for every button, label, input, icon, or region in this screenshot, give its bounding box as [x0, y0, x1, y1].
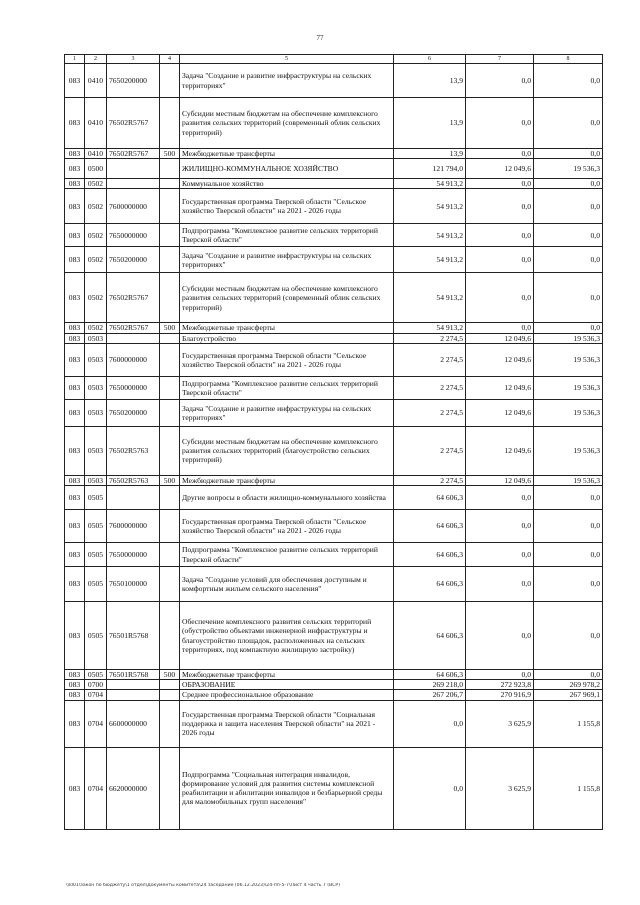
header-cell: 3 [107, 55, 160, 64]
cell-gov-code: 083 [65, 543, 85, 567]
cell-amount-col8: 19 536,3 [534, 159, 603, 179]
cell-amount-col8: 0,0 [534, 486, 603, 510]
cell-amount-col7: 270 916,9 [466, 690, 534, 700]
cell-amount-col8: 0,0 [534, 64, 603, 98]
cell-section-code: 0505 [85, 510, 107, 543]
cell-section-code: 0505 [85, 670, 107, 680]
cell-amount-col8: 19 536,3 [534, 343, 603, 376]
cell-description: Другие вопросы в области жилищно-коммунального хозяйства [180, 486, 394, 510]
cell-section-code: 0503 [85, 333, 107, 343]
cell-section-code: 0502 [85, 247, 107, 273]
cell-target-code: 76502R5767 [107, 273, 160, 323]
cell-amount-col6: 64 606,3 [394, 510, 466, 543]
cell-amount-col8: 19 536,3 [534, 376, 603, 399]
cell-gov-code: 083 [65, 680, 85, 690]
cell-gov-code: 083 [65, 399, 85, 426]
cell-expense-type: 500 [160, 475, 180, 485]
header-cell: 4 [160, 55, 180, 64]
cell-gov-code: 083 [65, 323, 85, 333]
table-row [65, 323, 603, 333]
cell-gov-code: 083 [65, 98, 85, 149]
cell-expense-type [160, 426, 180, 475]
cell-expense-type [160, 224, 180, 247]
cell-expense-type [160, 543, 180, 567]
cell-target-code: 7600000000 [107, 189, 160, 224]
table-row [65, 567, 603, 602]
cell-amount-col8: 0,0 [534, 247, 603, 273]
cell-gov-code: 083 [65, 747, 85, 829]
cell-expense-type [160, 680, 180, 690]
cell-amount-col6: 54 913,2 [394, 179, 466, 189]
cell-amount-col7: 12 049,6 [466, 159, 534, 179]
cell-amount-col8: 269 978,2 [534, 680, 603, 690]
cell-amount-col8: 0,0 [534, 273, 603, 323]
cell-amount-col8: 0,0 [534, 224, 603, 247]
cell-target-code [107, 690, 160, 700]
cell-gov-code: 083 [65, 64, 85, 98]
cell-amount-col6: 13,9 [394, 64, 466, 98]
cell-target-code [107, 333, 160, 343]
cell-expense-type: 500 [160, 670, 180, 680]
cell-target-code: 76502R5763 [107, 475, 160, 485]
cell-amount-col7: 0,0 [466, 273, 534, 323]
cell-section-code: 0503 [85, 399, 107, 426]
cell-expense-type: 500 [160, 149, 180, 159]
cell-expense-type [160, 399, 180, 426]
cell-section-code: 0410 [85, 149, 107, 159]
table-row [65, 399, 603, 426]
table-row [65, 486, 603, 510]
cell-description: ЖИЛИЩНО-КОММУНАЛЬНОЕ ХОЗЯЙСТВО [180, 159, 394, 179]
table-row [65, 475, 603, 485]
cell-section-code: 0502 [85, 224, 107, 247]
cell-amount-col6: 0,0 [394, 747, 466, 829]
cell-section-code: 0502 [85, 179, 107, 189]
cell-amount-col6: 64 606,3 [394, 543, 466, 567]
table-row [65, 224, 603, 247]
table-row [65, 690, 603, 700]
cell-amount-col6: 54 913,2 [394, 224, 466, 247]
cell-amount-col8: 19 536,3 [534, 333, 603, 343]
cell-amount-col6: 2 274,5 [394, 399, 466, 426]
cell-section-code: 0700 [85, 680, 107, 690]
cell-amount-col6: 267 206,7 [394, 690, 466, 700]
cell-target-code [107, 486, 160, 510]
table-row [65, 543, 603, 567]
cell-amount-col6: 64 606,3 [394, 670, 466, 680]
cell-section-code: 0502 [85, 323, 107, 333]
cell-amount-col7: 0,0 [466, 224, 534, 247]
cell-amount-col7: 0,0 [466, 247, 534, 273]
table-row [65, 179, 603, 189]
cell-amount-col8: 0,0 [534, 670, 603, 680]
cell-expense-type [160, 567, 180, 602]
cell-amount-col6: 13,9 [394, 149, 466, 159]
cell-gov-code: 083 [65, 475, 85, 485]
cell-amount-col7: 0,0 [466, 567, 534, 602]
cell-amount-col7: 0,0 [466, 510, 534, 543]
table-row [65, 333, 603, 343]
cell-gov-code: 083 [65, 149, 85, 159]
cell-expense-type: 500 [160, 323, 180, 333]
cell-expense-type [160, 747, 180, 829]
cell-gov-code: 083 [65, 273, 85, 323]
cell-gov-code: 083 [65, 690, 85, 700]
cell-amount-col6: 64 606,3 [394, 602, 466, 670]
cell-gov-code: 083 [65, 700, 85, 747]
cell-target-code: 7650000000 [107, 543, 160, 567]
cell-section-code: 0500 [85, 159, 107, 179]
cell-description: Задача "Создание и развитие инфраструктуры на сельских территориях" [180, 247, 394, 273]
table-row [65, 98, 603, 149]
cell-amount-col6: 2 274,5 [394, 343, 466, 376]
cell-section-code: 0502 [85, 189, 107, 224]
cell-expense-type [160, 343, 180, 376]
cell-expense-type [160, 602, 180, 670]
cell-amount-col6: 2 274,5 [394, 376, 466, 399]
cell-expense-type [160, 486, 180, 510]
cell-amount-col7: 0,0 [466, 64, 534, 98]
cell-section-code: 0505 [85, 602, 107, 670]
table-row [65, 747, 603, 829]
cell-amount-col7: 3 625,9 [466, 700, 534, 747]
cell-description: Государственная программа Тверской области "Сельское хозяйство Тверской области" на 2021 - 2026 годы [180, 343, 394, 376]
cell-description: Государственная программа Тверской области "Сельское хозяйство Тверской области" на 2021 - 2026 годы [180, 510, 394, 543]
cell-target-code: 7650100000 [107, 567, 160, 602]
cell-gov-code: 083 [65, 426, 85, 475]
cell-amount-col8: 19 536,3 [534, 426, 603, 475]
cell-section-code: 0704 [85, 690, 107, 700]
cell-amount-col7: 272 923,8 [466, 680, 534, 690]
cell-amount-col7: 12 049,6 [466, 333, 534, 343]
cell-amount-col7: 0,0 [466, 543, 534, 567]
cell-section-code: 0410 [85, 98, 107, 149]
cell-gov-code: 083 [65, 376, 85, 399]
cell-amount-col6: 54 913,2 [394, 247, 466, 273]
cell-amount-col6: 121 794,0 [394, 159, 466, 179]
cell-amount-col6: 0,0 [394, 700, 466, 747]
table-row [65, 189, 603, 224]
header-cell: 2 [85, 55, 107, 64]
cell-description: Субсидии местным бюджетам на обеспечение комплексного развития сельских территорий (современный облик сельских территорий) [180, 273, 394, 323]
cell-expense-type [160, 98, 180, 149]
cell-expense-type [160, 376, 180, 399]
cell-gov-code: 083 [65, 602, 85, 670]
header-row [65, 55, 603, 64]
cell-section-code: 0704 [85, 700, 107, 747]
cell-target-code: 76502R5767 [107, 98, 160, 149]
cell-description: Подпрограмма "Социальная интеграция инвалидов, формирование условий для развития системы комплексной реабилитации и абилитации инвалидов и безбарьерной среды для маломобильных групп населения" [180, 747, 394, 829]
cell-gov-code: 083 [65, 247, 85, 273]
table-row [65, 247, 603, 273]
cell-amount-col7: 0,0 [466, 670, 534, 680]
table-row [65, 159, 603, 179]
cell-amount-col8: 0,0 [534, 567, 603, 602]
table-row [65, 602, 603, 670]
cell-description: Межбюджетные трансферты [180, 475, 394, 485]
table-row [65, 343, 603, 376]
cell-expense-type [160, 159, 180, 179]
cell-gov-code: 083 [65, 189, 85, 224]
cell-amount-col7: 12 049,6 [466, 426, 534, 475]
cell-amount-col8: 19 536,3 [534, 475, 603, 485]
cell-amount-col7: 3 625,9 [466, 747, 534, 829]
cell-amount-col8: 0,0 [534, 602, 603, 670]
cell-description: ОБРАЗОВАНИЕ [180, 680, 394, 690]
cell-amount-col6: 54 913,2 [394, 273, 466, 323]
table-row [65, 670, 603, 680]
cell-amount-col8: 19 536,3 [534, 399, 603, 426]
table-row [65, 273, 603, 323]
cell-target-code: 6600000000 [107, 700, 160, 747]
cell-amount-col8: 0,0 [534, 543, 603, 567]
cell-amount-col7: 0,0 [466, 179, 534, 189]
cell-target-code: 7650000000 [107, 224, 160, 247]
table-row [65, 64, 603, 98]
cell-amount-col6: 64 606,3 [394, 486, 466, 510]
cell-target-code: 76502R5767 [107, 323, 160, 333]
cell-target-code: 76502R5767 [107, 149, 160, 159]
cell-section-code: 0505 [85, 543, 107, 567]
cell-target-code: 7600000000 [107, 343, 160, 376]
cell-section-code: 0503 [85, 475, 107, 485]
cell-section-code: 0503 [85, 426, 107, 475]
cell-description: Обеспечение комплексного развития сельских территорий (обустройство объектами инженерной инфраструктуры и благоустройство площадок, расположенных на сельских территориях, под компактную жилищную застройку) [180, 602, 394, 670]
cell-description: Благоустройство [180, 333, 394, 343]
cell-amount-col8: 0,0 [534, 189, 603, 224]
cell-amount-col7: 0,0 [466, 486, 534, 510]
header-cell: 1 [65, 55, 85, 64]
cell-section-code: 0410 [85, 64, 107, 98]
cell-section-code: 0503 [85, 376, 107, 399]
cell-description: Подпрограмма "Комплексное развитие сельских территорий Тверской области" [180, 224, 394, 247]
cell-description: Коммунальное хозяйство [180, 179, 394, 189]
cell-amount-col8: 267 969,1 [534, 690, 603, 700]
cell-amount-col7: 12 049,6 [466, 343, 534, 376]
cell-amount-col6: 2 274,5 [394, 333, 466, 343]
cell-amount-col7: 12 049,6 [466, 399, 534, 426]
cell-target-code: 76501R5768 [107, 670, 160, 680]
header-cell: 5 [180, 55, 394, 64]
cell-section-code: 0503 [85, 343, 107, 376]
cell-description: Межбюджетные трансферты [180, 149, 394, 159]
cell-target-code [107, 179, 160, 189]
cell-amount-col8: 0,0 [534, 510, 603, 543]
cell-amount-col6: 64 606,3 [394, 567, 466, 602]
cell-target-code [107, 680, 160, 690]
cell-description: Межбюджетные трансферты [180, 670, 394, 680]
cell-target-code: 7650000000 [107, 376, 160, 399]
header-cell: 6 [394, 55, 466, 64]
cell-amount-col7: 0,0 [466, 98, 534, 149]
cell-gov-code: 083 [65, 486, 85, 510]
cell-expense-type [160, 700, 180, 747]
table-row [65, 700, 603, 747]
cell-description: Среднее профессиональное образование [180, 690, 394, 700]
cell-amount-col8: 0,0 [534, 323, 603, 333]
table-row [65, 149, 603, 159]
cell-gov-code: 083 [65, 510, 85, 543]
cell-description: Государственная программа Тверской области "Сельское хозяйство Тверской области" на 2021 - 2026 годы [180, 189, 394, 224]
cell-section-code: 0502 [85, 273, 107, 323]
cell-description: Субсидии местным бюджетам на обеспечение комплексного развития сельских территорий (благоустройство сельских территорий) [180, 426, 394, 475]
cell-amount-col8: 1 155,8 [534, 700, 603, 747]
cell-gov-code: 083 [65, 179, 85, 189]
cell-amount-col6: 54 913,2 [394, 323, 466, 333]
cell-gov-code: 083 [65, 333, 85, 343]
cell-amount-col8: 1 155,8 [534, 747, 603, 829]
cell-description: Задача "Создание условий для обеспечения доступным и комфортным жильем сельского населения" [180, 567, 394, 602]
header-cell: 8 [534, 55, 603, 64]
table-row [65, 510, 603, 543]
cell-amount-col6: 13,9 [394, 98, 466, 149]
cell-target-code: 76502R5763 [107, 426, 160, 475]
cell-section-code: 0505 [85, 486, 107, 510]
cell-amount-col7: 12 049,6 [466, 475, 534, 485]
table-row [65, 426, 603, 475]
cell-target-code: 7600000000 [107, 510, 160, 543]
cell-description: Задача "Создание и развитие инфраструктуры на сельских территориях" [180, 399, 394, 426]
cell-section-code: 0505 [85, 567, 107, 602]
cell-expense-type [160, 64, 180, 98]
cell-expense-type [160, 247, 180, 273]
cell-target-code: 7650200000 [107, 247, 160, 273]
cell-expense-type [160, 273, 180, 323]
cell-amount-col7: 12 049,6 [466, 376, 534, 399]
cell-target-code: 76501R5768 [107, 602, 160, 670]
cell-target-code: 7650200000 [107, 399, 160, 426]
cell-gov-code: 083 [65, 567, 85, 602]
budget-table [64, 54, 603, 830]
cell-target-code: 6620000000 [107, 747, 160, 829]
page-number: 77 [316, 34, 324, 42]
cell-expense-type [160, 510, 180, 543]
table-row [65, 680, 603, 690]
header-cell: 7 [466, 55, 534, 64]
cell-description: Межбюджетные трансферты [180, 323, 394, 333]
cell-expense-type [160, 189, 180, 224]
cell-target-code: 7650200000 [107, 64, 160, 98]
cell-description: Задача "Создание и развитие инфраструктуры на сельских территориях" [180, 64, 394, 98]
file-path-footer: \\kl01\закон по бюджету\1 отдел\Документы комитета\24 заседание (06.12.2023)\24-пп-5-7\Лист 4 часть 7 (ВСР) [66, 883, 340, 888]
cell-amount-col7: 0,0 [466, 189, 534, 224]
cell-amount-col6: 2 274,5 [394, 475, 466, 485]
cell-amount-col7: 0,0 [466, 149, 534, 159]
cell-description: Подпрограмма "Комплексное развитие сельских территорий Тверской области" [180, 376, 394, 399]
cell-target-code [107, 159, 160, 179]
cell-expense-type [160, 179, 180, 189]
cell-amount-col7: 0,0 [466, 602, 534, 670]
cell-amount-col8: 0,0 [534, 98, 603, 149]
cell-amount-col8: 0,0 [534, 179, 603, 189]
cell-gov-code: 083 [65, 343, 85, 376]
cell-gov-code: 083 [65, 670, 85, 680]
cell-amount-col6: 269 218,0 [394, 680, 466, 690]
cell-gov-code: 083 [65, 224, 85, 247]
cell-amount-col6: 2 274,5 [394, 426, 466, 475]
cell-amount-col6: 54 913,2 [394, 189, 466, 224]
cell-expense-type [160, 690, 180, 700]
cell-expense-type [160, 333, 180, 343]
cell-gov-code: 083 [65, 159, 85, 179]
cell-description: Подпрограмма "Комплексное развитие сельских территорий Тверской области" [180, 543, 394, 567]
cell-description: Субсидии местным бюджетам на обеспечение комплексного развития сельских территорий (современный облик сельских территорий) [180, 98, 394, 149]
cell-section-code: 0704 [85, 747, 107, 829]
cell-amount-col8: 0,0 [534, 149, 603, 159]
cell-amount-col7: 0,0 [466, 323, 534, 333]
cell-description: Государственная программа Тверской области "Социальная поддержка и защита населения Тверской области" на 2021 - 2026 годы [180, 700, 394, 747]
table-row [65, 376, 603, 399]
